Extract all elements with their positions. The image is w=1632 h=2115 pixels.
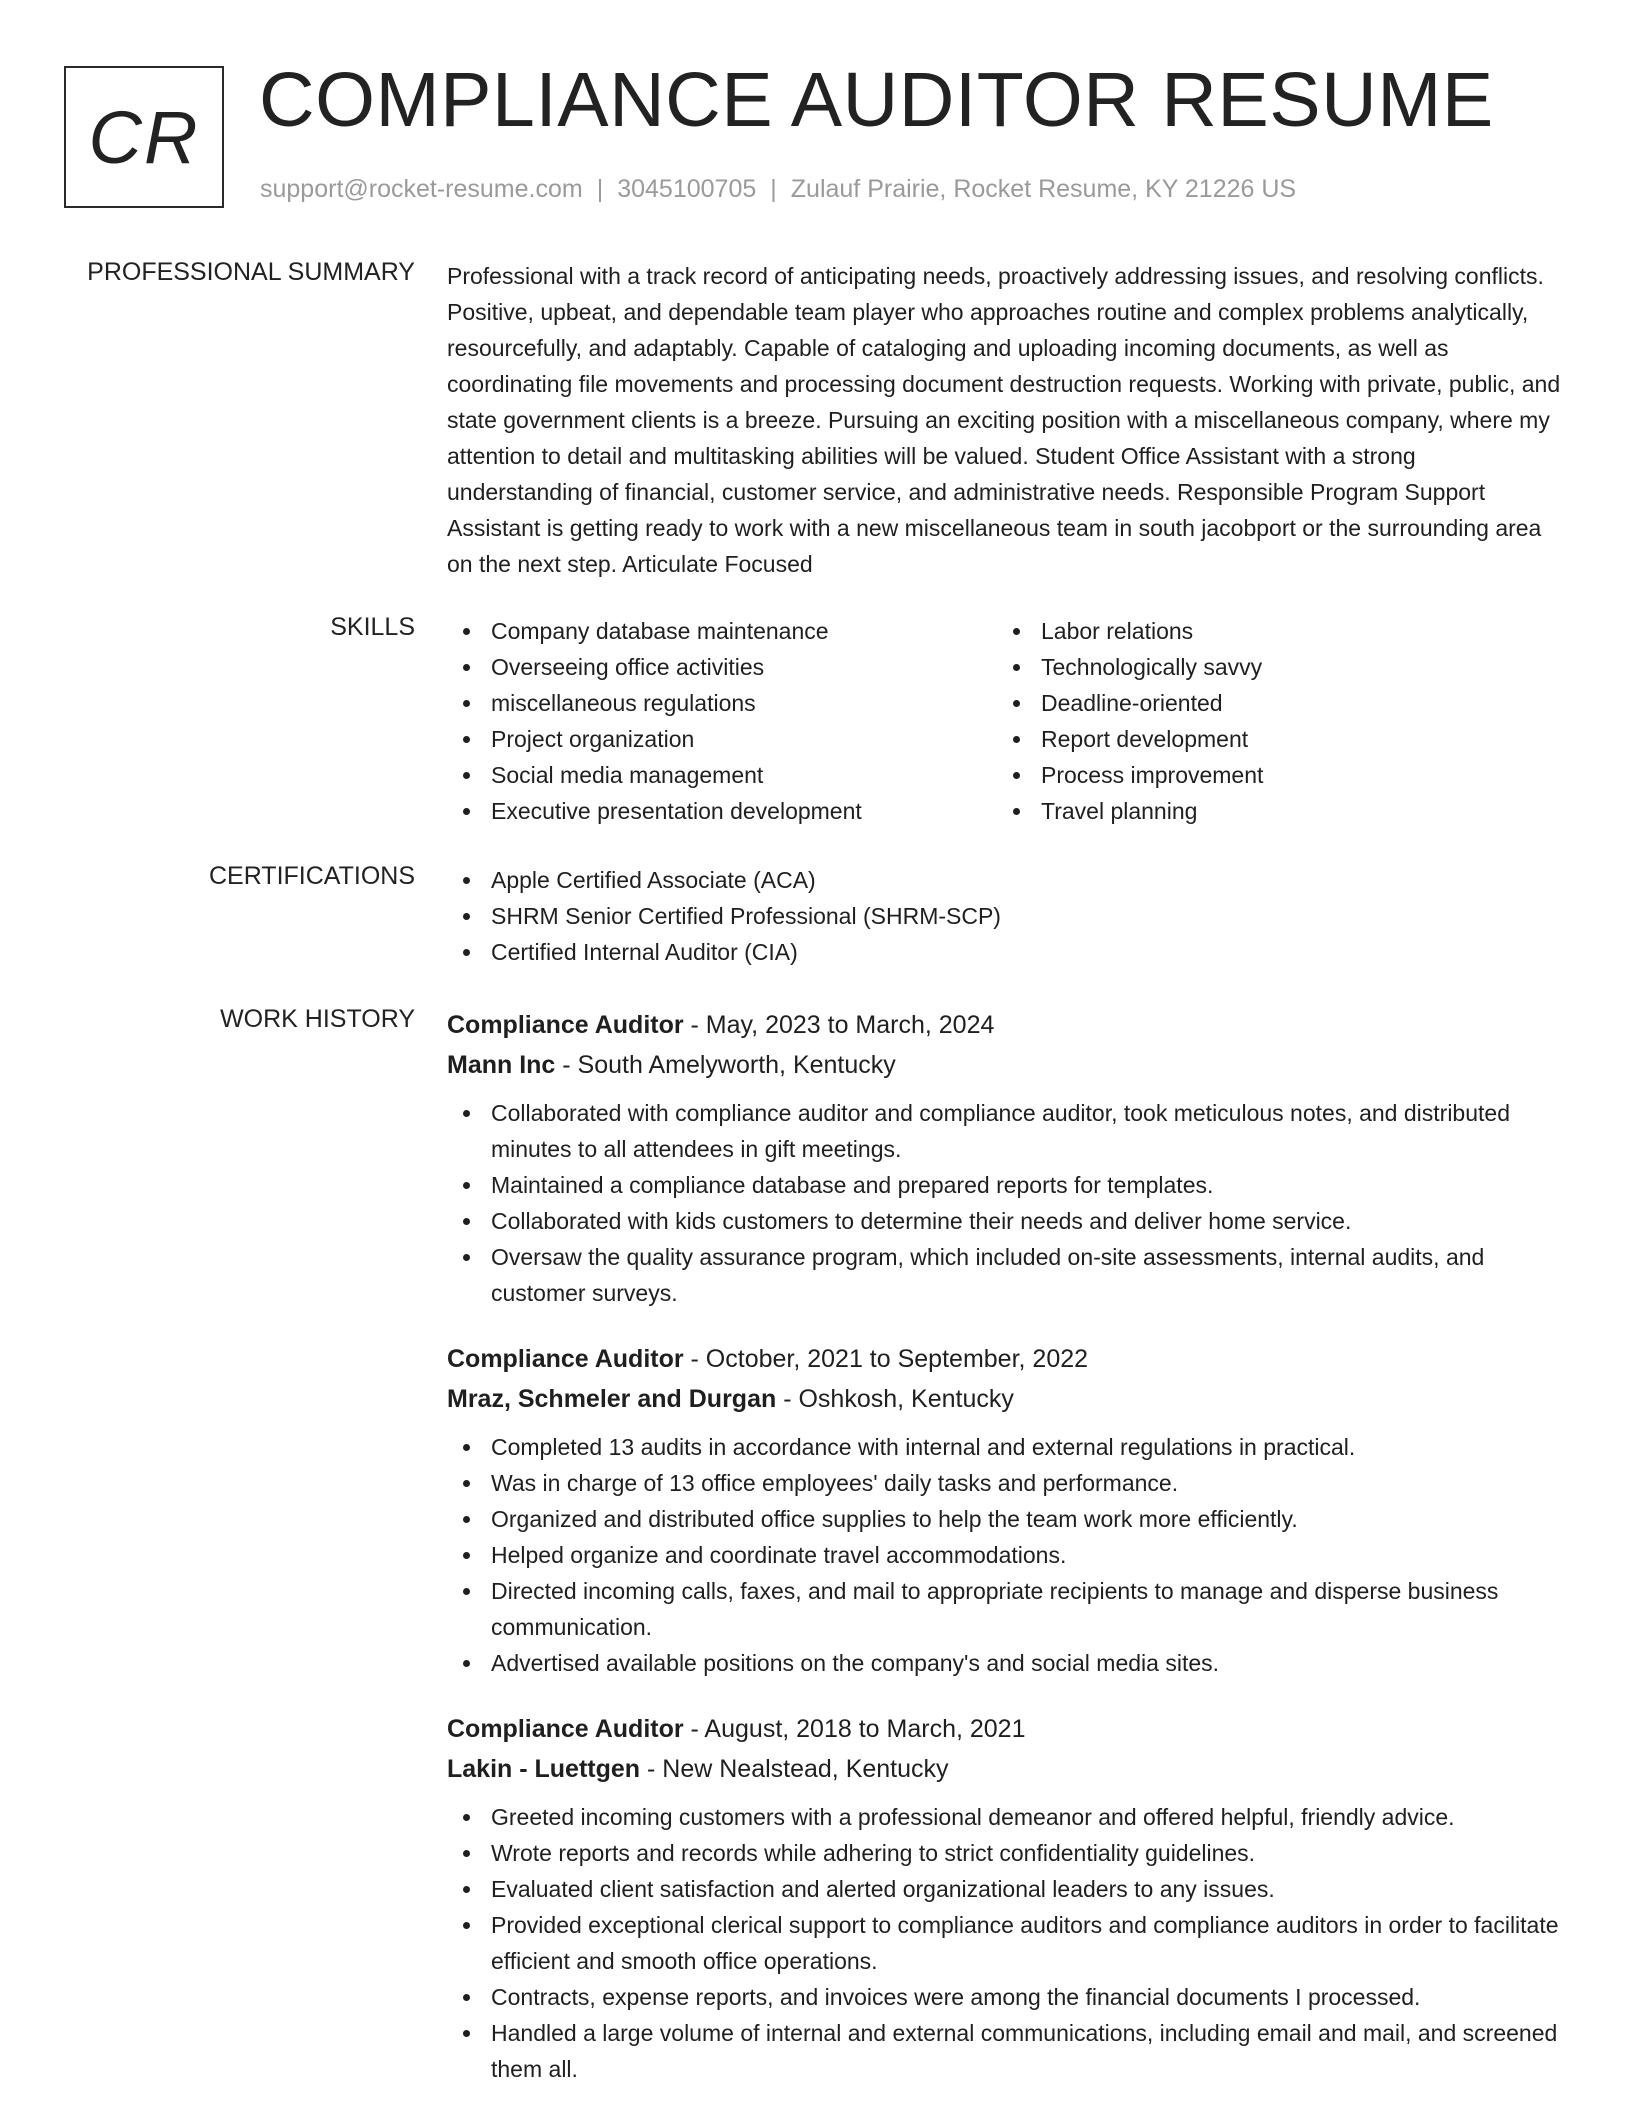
job-company-line <box>447 1749 1567 1789</box>
skill-item: Overseeing office activities <box>447 649 997 685</box>
skill-item: Company database maintenance <box>447 613 997 649</box>
job-bullet: Collaborated with compliance auditor and compliance auditor, took meticulous notes, and distributed minutes to all attendees in gift meetings. <box>447 1095 1567 1167</box>
section-heading-skills: SKILLS <box>330 613 415 641</box>
certification-item: Certified Internal Auditor (CIA) <box>447 934 1567 970</box>
job-title: Compliance Auditor <box>447 1345 684 1373</box>
monogram-logo: CR <box>64 66 224 208</box>
contact-email[interactable]: support@rocket-resume.com <box>260 175 583 203</box>
skills-list-left <box>447 613 997 829</box>
job-bullet: Greeted incoming customers with a professional demeanor and offered helpful, friendly advice. <box>447 1799 1567 1835</box>
job-bullet: Collaborated with kids customers to determine their needs and deliver home service. <box>447 1203 1567 1239</box>
job-dates: - August, 2018 to March, 2021 <box>683 1715 1026 1743</box>
job-entry <box>447 1709 1567 2087</box>
job-bullet: Handled a large volume of internal and external communications, including email and mail, and screened them all. <box>447 2015 1567 2087</box>
job-bullet: Maintained a compliance database and prepared reports for templates. <box>447 1167 1567 1203</box>
job-bullet: Completed 13 audits in accordance with internal and external regulations in practical. <box>447 1429 1567 1465</box>
job-company-line <box>447 1045 1567 1085</box>
skills-body <box>447 613 1567 829</box>
skills-grid <box>447 613 1567 829</box>
skill-item: Travel planning <box>997 793 1547 829</box>
skill-item: Project organization <box>447 721 997 757</box>
section-heading-work-history: WORK HISTORY <box>220 1005 415 1033</box>
skill-item: Executive presentation development <box>447 793 997 829</box>
job-dates: - October, 2021 to September, 2022 <box>683 1345 1089 1373</box>
job-location: - South Amelyworth, Kentucky <box>555 1051 896 1079</box>
section-heading-summary: PROFESSIONAL SUMMARY <box>87 258 415 286</box>
job-entry <box>447 1005 1567 1311</box>
skill-item: Technologically savvy <box>997 649 1547 685</box>
job-company: Mann Inc <box>447 1051 556 1079</box>
contact-phone[interactable]: 3045100705 <box>617 175 757 203</box>
job-bullet: Wrote reports and records while adhering to strict confidentiality guidelines. <box>447 1835 1567 1871</box>
job-company: Lakin - Luettgen <box>447 1755 641 1783</box>
skill-item: Labor relations <box>997 613 1547 649</box>
job-bullet: Was in charge of 13 office employees' daily tasks and performance. <box>447 1465 1567 1501</box>
job-entry <box>447 1339 1567 1681</box>
certifications-body <box>447 862 1567 970</box>
skill-item: Deadline-oriented <box>997 685 1547 721</box>
skills-list-right <box>997 613 1547 829</box>
job-title: Compliance Auditor <box>447 1715 684 1743</box>
job-location: - New Nealstead, Kentucky <box>640 1755 949 1783</box>
summary-text: Professional with a track record of anticipating needs, proactively addressing issues, and resolving conflicts. Positive, upbeat, and dependable team player who approaches routine and complex problems analytically, resourcefully, and adaptably. Capable of cataloging and uploading incoming documents, as well as coordinating file movements and processing document destruction requests. Working with private, public, and state government clients is a breeze. Pursuing an exciting position with a miscellaneous company, where my attention to detail and multitasking abilities will be valued. Student Office Assistant with a strong understanding of financial, customer service, and administrative needs. Responsible Program Support Assistant is getting ready to work with a new miscellaneous team in south jacobport or the surrounding area on the next step. Articulate Focused <box>447 263 1561 577</box>
job-bullet: Evaluated client satisfaction and alerted organizational leaders to any issues. <box>447 1871 1567 1907</box>
job-title-line <box>447 1709 1567 1749</box>
job-location: - Oshkosh, Kentucky <box>776 1385 1014 1413</box>
certifications-list <box>447 862 1567 970</box>
job-bullet: Organized and distributed office supplies to help the team work more efficiently. <box>447 1501 1567 1537</box>
job-bullets <box>447 1799 1567 2087</box>
job-bullet: Advertised available positions on the company's and social media sites. <box>447 1645 1567 1681</box>
certification-item: SHRM Senior Certified Professional (SHRM-SCP) <box>447 898 1567 934</box>
work-history-body <box>447 1005 1567 2115</box>
skill-item: Report development <box>997 721 1547 757</box>
job-title-line <box>447 1339 1567 1379</box>
job-bullet: Oversaw the quality assurance program, which included on-site assessments, internal audits, and customer surveys. <box>447 1239 1567 1311</box>
contact-line <box>260 175 1296 204</box>
job-bullet: Directed incoming calls, faxes, and mail to appropriate recipients to manage and disperse business communication. <box>447 1573 1567 1645</box>
job-bullet: Helped organize and coordinate travel accommodations. <box>447 1537 1567 1573</box>
certification-item: Apple Certified Associate (ACA) <box>447 862 1567 898</box>
job-dates: - May, 2023 to March, 2024 <box>683 1011 995 1039</box>
job-bullet: Provided exceptional clerical support to compliance auditors and compliance auditors in order to facilitate efficient and smooth office operations. <box>447 1907 1567 1979</box>
skill-item: Social media management <box>447 757 997 793</box>
job-bullet: Contracts, expense reports, and invoices were among the financial documents I processed. <box>447 1979 1567 2015</box>
job-title: Compliance Auditor <box>447 1011 684 1039</box>
job-title-line <box>447 1005 1567 1045</box>
resume-title: COMPLIANCE AUDITOR RESUME <box>259 57 1494 143</box>
job-company: Mraz, Schmeler and Durgan <box>447 1385 777 1413</box>
skill-item: Process improvement <box>997 757 1547 793</box>
contact-separator: | <box>596 175 604 203</box>
job-company-line <box>447 1379 1567 1419</box>
summary-body <box>447 258 1567 582</box>
skill-item: miscellaneous regulations <box>447 685 997 721</box>
job-bullets <box>447 1429 1567 1681</box>
contact-address: Zulauf Prairie, Rocket Resume, KY 21226 US <box>790 175 1297 203</box>
job-bullets <box>447 1095 1567 1311</box>
section-heading-certifications: CERTIFICATIONS <box>208 862 415 890</box>
contact-separator: | <box>770 175 777 203</box>
